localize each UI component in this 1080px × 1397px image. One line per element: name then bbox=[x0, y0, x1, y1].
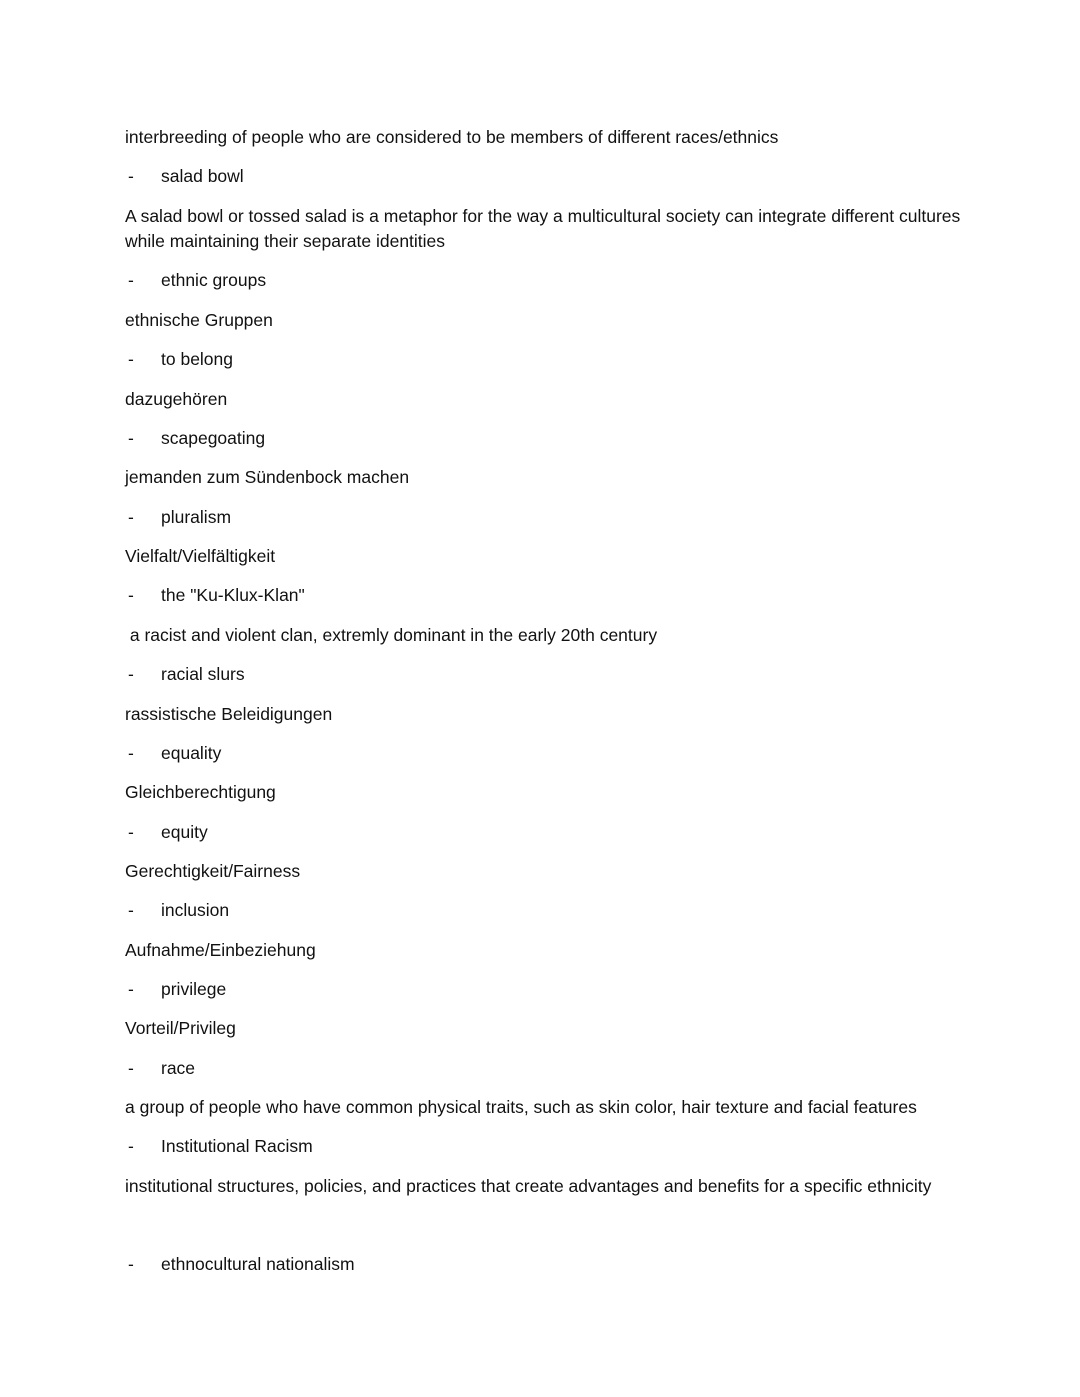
definition-text: Aufnahme/Einbeziehung bbox=[125, 940, 316, 960]
bullet-dash: - bbox=[128, 743, 134, 763]
definition-text: a group of people who have common physical traits, such as skin color, hair texture and facial features bbox=[125, 1097, 917, 1117]
definition-text: ethnische Gruppen bbox=[125, 310, 273, 330]
bullet-dash: - bbox=[128, 664, 134, 684]
vocab-term: ethnocultural nationalism bbox=[161, 1254, 355, 1274]
definition-text: Vorteil/Privileg bbox=[125, 1018, 236, 1038]
definition-text: interbreeding of people who are considered to be members of different races/ethnics bbox=[125, 127, 779, 147]
bullet-dash: - bbox=[128, 270, 134, 290]
vocab-term: equity bbox=[161, 822, 208, 842]
definition-text: Vielfalt/Vielfältigkeit bbox=[125, 546, 276, 566]
bullet-dash: - bbox=[128, 1254, 134, 1274]
definition-text: A salad bowl or tossed salad is a metaphor for the way a multicultural society can integrate different cultures while maintaining their separate identities bbox=[125, 206, 961, 251]
vocab-term: the "Ku-Klux-Klan" bbox=[161, 585, 305, 605]
definition-text: institutional structures, policies, and practices that create advantages and benefits for a specific ethnicity bbox=[125, 1176, 932, 1196]
vocab-term: scapegoating bbox=[161, 428, 266, 448]
vocab-term: race bbox=[161, 1058, 196, 1078]
bullet-dash: - bbox=[128, 1136, 134, 1156]
vocab-term: salad bowl bbox=[161, 166, 244, 186]
bullet-dash: - bbox=[128, 166, 134, 186]
vocab-term: inclusion bbox=[161, 900, 230, 920]
vocab-term: Institutional Racism bbox=[161, 1136, 313, 1156]
vocab-term: pluralism bbox=[161, 507, 232, 527]
bullet-dash: - bbox=[128, 979, 134, 999]
definition-text: rassistische Beleidigungen bbox=[125, 704, 333, 724]
vocab-term: ethnic groups bbox=[161, 270, 267, 290]
bullet-dash: - bbox=[128, 900, 134, 920]
definition-text: Gerechtigkeit/Fairness bbox=[125, 861, 301, 881]
bullet-dash: - bbox=[128, 585, 134, 605]
definition-text: dazugehören bbox=[125, 389, 228, 409]
bullet-dash: - bbox=[128, 1058, 134, 1078]
bullet-dash: - bbox=[128, 428, 134, 448]
bullet-dash: - bbox=[128, 822, 134, 842]
bullet-dash: - bbox=[128, 349, 134, 369]
definition-text: a racist and violent clan, extremly dominant in the early 20th century bbox=[125, 625, 658, 645]
vocab-term: to belong bbox=[161, 349, 234, 369]
vocab-term: privilege bbox=[161, 979, 227, 999]
definition-text: Gleichberechtigung bbox=[125, 782, 276, 802]
vocab-term: racial slurs bbox=[161, 664, 245, 684]
vocab-term: equality bbox=[161, 743, 222, 763]
definition-text: jemanden zum Sündenbock machen bbox=[125, 467, 410, 487]
bullet-dash: - bbox=[128, 507, 134, 527]
